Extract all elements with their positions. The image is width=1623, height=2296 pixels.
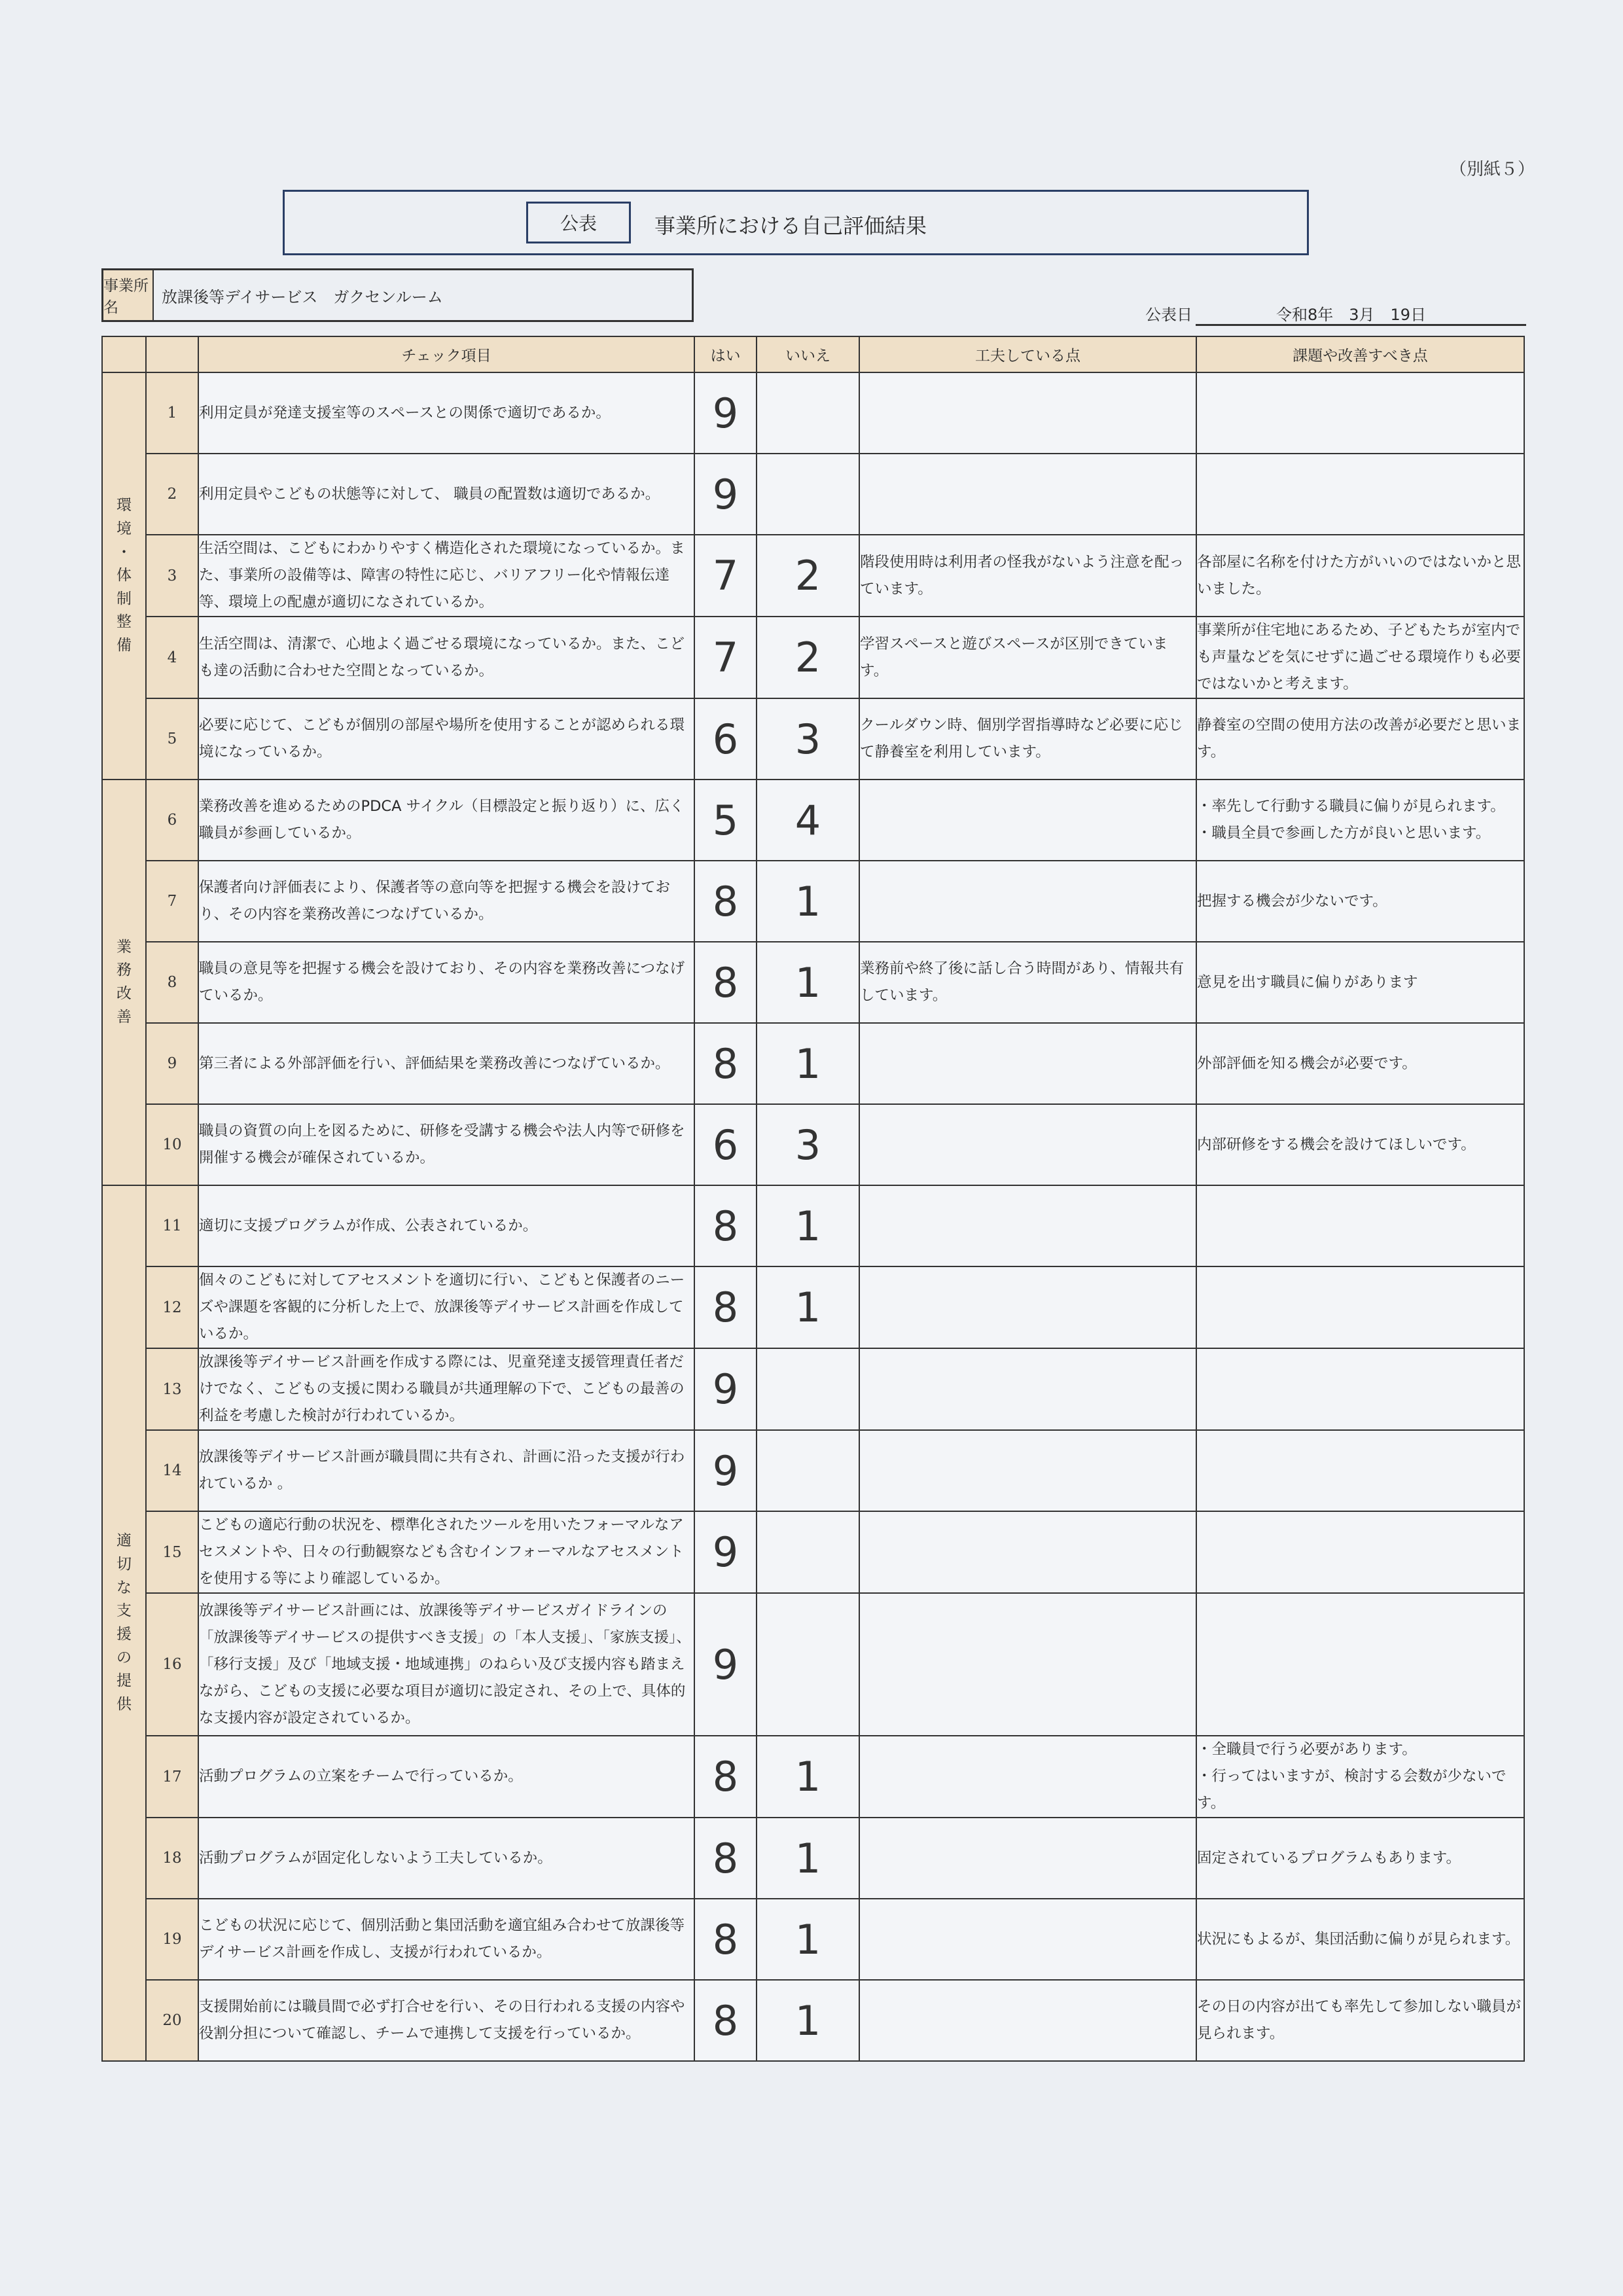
efforts-text bbox=[859, 1980, 1196, 2061]
category-cell bbox=[102, 780, 146, 1185]
efforts-text bbox=[859, 1818, 1196, 1899]
category-char: 切 bbox=[116, 1556, 132, 1573]
issues-text bbox=[1196, 454, 1524, 535]
table-row bbox=[102, 1736, 1524, 1818]
publication-date-underline bbox=[1196, 324, 1526, 326]
category-char: 務 bbox=[116, 961, 132, 979]
no-count: 1 bbox=[757, 1818, 859, 1899]
yes-count: 8 bbox=[694, 1023, 757, 1104]
row-number: 4 bbox=[146, 617, 198, 698]
row-number: 19 bbox=[146, 1899, 198, 1980]
header-check-item: チェック項目 bbox=[198, 336, 694, 372]
category-char: ・ bbox=[116, 543, 132, 561]
table-row bbox=[102, 535, 1524, 617]
yes-count: 8 bbox=[694, 861, 757, 942]
efforts-text: クールダウン時、個別学習指導時など必要に応じて静養室を利用しています。 bbox=[859, 698, 1196, 780]
check-item-text: 生活空間は、こどもにわかりやすく構造化された環境になっているか。また、事業所の設備等は、障害の特性に応じ、バリアフリー化や情報伝達等、環境上の配慮が適切になされているか。 bbox=[198, 535, 694, 617]
yes-count: 8 bbox=[694, 1266, 757, 1348]
check-item-text: 利用定員やこどもの状態等に対して、 職員の配置数は適切であるか。 bbox=[198, 454, 694, 535]
no-count: 3 bbox=[757, 1104, 859, 1185]
header-number bbox=[146, 336, 198, 372]
table-row bbox=[102, 372, 1524, 454]
check-item-text: 業務改善を進めるためのPDCA サイクル（目標設定と振り返り）に、広く職員が参画しているか。 bbox=[198, 780, 694, 861]
publication-badge bbox=[526, 202, 631, 243]
efforts-text bbox=[859, 1185, 1196, 1266]
category-char: 支 bbox=[116, 1602, 132, 1620]
category-char: 環 bbox=[116, 497, 132, 514]
issues-text: 状況にもよるが、集団活動に偏りが見られます。 bbox=[1196, 1899, 1524, 1980]
check-item-text: 必要に応じて、こどもが個別の部屋や場所を使用することが認められる環境になっているか。 bbox=[198, 698, 694, 780]
no-count: 1 bbox=[757, 1266, 859, 1348]
table-row bbox=[102, 1818, 1524, 1899]
efforts-text: 階段使用時は利用者の怪我がないよう注意を配っています。 bbox=[859, 535, 1196, 617]
issues-text bbox=[1196, 372, 1524, 454]
yes-count: 8 bbox=[694, 1185, 757, 1266]
yes-count: 9 bbox=[694, 454, 757, 535]
efforts-text bbox=[859, 1430, 1196, 1511]
category-char: 整 bbox=[116, 613, 132, 631]
row-number: 20 bbox=[146, 1980, 198, 2061]
yes-count: 6 bbox=[694, 1104, 757, 1185]
category-char: 適 bbox=[116, 1532, 132, 1550]
issues-text bbox=[1196, 1266, 1524, 1348]
yes-count: 7 bbox=[694, 617, 757, 698]
efforts-text bbox=[859, 1511, 1196, 1593]
efforts-text bbox=[859, 780, 1196, 861]
table-row bbox=[102, 1023, 1524, 1104]
row-number: 11 bbox=[146, 1185, 198, 1266]
header-yes: はい bbox=[694, 336, 757, 372]
yes-count: 8 bbox=[694, 1899, 757, 1980]
yes-count: 7 bbox=[694, 535, 757, 617]
issues-text: 内部研修をする機会を設けてほしいです。 bbox=[1196, 1104, 1524, 1185]
row-number: 15 bbox=[146, 1511, 198, 1593]
table-row bbox=[102, 454, 1524, 535]
header-no: いいえ bbox=[757, 336, 859, 372]
category-char: 供 bbox=[116, 1695, 132, 1713]
table-row bbox=[102, 942, 1524, 1023]
issues-text: ・率先して行動する職員に偏りが見られます。 ・職員全員で参画した方が良いと思います。 bbox=[1196, 780, 1524, 861]
publication-date-value: 令和8年 3月 19日 bbox=[1276, 306, 1427, 324]
yes-count: 9 bbox=[694, 1511, 757, 1593]
table-row bbox=[102, 617, 1524, 698]
publication-date-label: 公表日 bbox=[1145, 306, 1192, 324]
check-item-text: 生活空間は、清潔で、心地よく過ごせる環境になっているか。また、こども達の活動に合わせた空間となっているか。 bbox=[198, 617, 694, 698]
no-count: 3 bbox=[757, 698, 859, 780]
issues-text: 外部評価を知る機会が必要です。 bbox=[1196, 1023, 1524, 1104]
row-number: 10 bbox=[146, 1104, 198, 1185]
category-cell bbox=[102, 372, 146, 780]
row-number: 18 bbox=[146, 1818, 198, 1899]
table-row bbox=[102, 1593, 1524, 1736]
issues-text: 事業所が住宅地にあるため、子どもたちが室内でも声量などを気にせずに過ごせる環境作りも必要ではないかと考えます。 bbox=[1196, 617, 1524, 698]
check-item-text: 個々のこどもに対してアセスメントを適切に行い、こどもと保護者のニーズや課題を客観的に分析した上で、放課後等デイサービス計画を作成しているか。 bbox=[198, 1266, 694, 1348]
efforts-text bbox=[859, 1104, 1196, 1185]
efforts-text: 業務前や終了後に話し合う時間があり、情報共有しています。 bbox=[859, 942, 1196, 1023]
yes-count: 9 bbox=[694, 372, 757, 454]
row-number: 6 bbox=[146, 780, 198, 861]
issues-text: 静養室の空間の使用方法の改善が必要だと思います。 bbox=[1196, 698, 1524, 780]
row-number: 13 bbox=[146, 1348, 198, 1430]
category-char: 境 bbox=[116, 520, 132, 537]
publication-badge-label: 公表 bbox=[560, 213, 597, 234]
efforts-text bbox=[859, 454, 1196, 535]
row-number: 3 bbox=[146, 535, 198, 617]
issues-text: 意見を出す職員に偏りがあります bbox=[1196, 942, 1524, 1023]
no-count: 1 bbox=[757, 1899, 859, 1980]
table-row bbox=[102, 1266, 1524, 1348]
no-count: 4 bbox=[757, 780, 859, 861]
table-row bbox=[102, 1899, 1524, 1980]
issues-text bbox=[1196, 1348, 1524, 1430]
efforts-text bbox=[859, 1593, 1196, 1736]
no-count: 2 bbox=[757, 617, 859, 698]
row-number: 12 bbox=[146, 1266, 198, 1348]
yes-count: 6 bbox=[694, 698, 757, 780]
no-count: 1 bbox=[757, 1980, 859, 2061]
self-evaluation-table bbox=[101, 336, 1525, 2062]
check-item-text: 支援開始前には職員間で必ず打合せを行い、その日行われる支援の内容や役割分担について確認し、チームで連携して支援を行っているか。 bbox=[198, 1980, 694, 2061]
yes-count: 9 bbox=[694, 1430, 757, 1511]
check-item-text: 放課後等デイサービス計画には、放課後等デイサービスガイドラインの「放課後等デイサービスの提供すべき支援」の「本人支援」、「家族支援」、「移行支援」及び「地域支援・地域連携」のねらい及び支援内容も踏まえながら、こどもの支援に必要な項目が適切に設定され、その上で、具体的な支援内容が設定されているか。 bbox=[198, 1593, 694, 1736]
category-char: 制 bbox=[116, 590, 132, 607]
category-char: 善 bbox=[116, 1008, 132, 1026]
row-number: 16 bbox=[146, 1593, 198, 1736]
check-item-text: 適切に支援プログラムが作成、公表されているか。 bbox=[198, 1185, 694, 1266]
issues-text bbox=[1196, 1593, 1524, 1736]
issues-text: 固定されているプログラムもあります。 bbox=[1196, 1818, 1524, 1899]
category-char: 改 bbox=[116, 985, 132, 1002]
table-row bbox=[102, 1511, 1524, 1593]
no-count bbox=[757, 1593, 859, 1736]
row-number: 1 bbox=[146, 372, 198, 454]
table-row bbox=[102, 698, 1524, 780]
office-name-label: 事業所名 bbox=[103, 270, 154, 320]
yes-count: 8 bbox=[694, 1818, 757, 1899]
category-char: 提 bbox=[116, 1672, 132, 1690]
issues-text: 各部屋に名称を付けた方がいいのではないかと思いました。 bbox=[1196, 535, 1524, 617]
check-item-text: 放課後等デイサービス計画が職員間に共有され、計画に沿った支援が行われているか 。 bbox=[198, 1430, 694, 1511]
yes-count: 9 bbox=[694, 1348, 757, 1430]
table-row bbox=[102, 1348, 1524, 1430]
efforts-text bbox=[859, 861, 1196, 942]
header-efforts: 工夫している点 bbox=[859, 336, 1196, 372]
check-item-text: 放課後等デイサービス計画を作成する際には、児童発達支援管理責任者だけでなく、こどもの支援に関わる職員が共通理解の下で、こどもの最善の利益を考慮した検討が行われているか。 bbox=[198, 1348, 694, 1430]
row-number: 14 bbox=[146, 1430, 198, 1511]
table-row bbox=[102, 780, 1524, 861]
category-char: な bbox=[116, 1579, 132, 1596]
no-count bbox=[757, 454, 859, 535]
row-number: 7 bbox=[146, 861, 198, 942]
issues-text bbox=[1196, 1185, 1524, 1266]
yes-count: 8 bbox=[694, 1736, 757, 1818]
no-count: 1 bbox=[757, 1023, 859, 1104]
check-item-text: 活動プログラムの立案をチームで行っているか。 bbox=[198, 1736, 694, 1818]
check-item-text: 活動プログラムが固定化しないよう工夫しているか。 bbox=[198, 1818, 694, 1899]
row-number: 5 bbox=[146, 698, 198, 780]
no-count: 1 bbox=[757, 1185, 859, 1266]
efforts-text bbox=[859, 372, 1196, 454]
table-row bbox=[102, 1185, 1524, 1266]
efforts-text bbox=[859, 1266, 1196, 1348]
efforts-text bbox=[859, 1023, 1196, 1104]
category-char: 体 bbox=[116, 567, 132, 584]
efforts-text bbox=[859, 1348, 1196, 1430]
office-name-value: 放課後等デイサービス ガクセンルーム bbox=[162, 287, 443, 306]
row-number: 8 bbox=[146, 942, 198, 1023]
table-row bbox=[102, 1104, 1524, 1185]
no-count: 1 bbox=[757, 1736, 859, 1818]
issues-text: 把握する機会が少ないです。 bbox=[1196, 861, 1524, 942]
row-number: 9 bbox=[146, 1023, 198, 1104]
issues-text: ・全職員で行う必要があります。 ・行ってはいますが、検討する会数が少ないです。 bbox=[1196, 1736, 1524, 1818]
issues-text: その日の内容が出ても率先して参加しない職員が見られます。 bbox=[1196, 1980, 1524, 2061]
check-item-text: 利用定員が発達支援室等のスペースとの関係で適切であるか。 bbox=[198, 372, 694, 454]
issues-text bbox=[1196, 1511, 1524, 1593]
table-row bbox=[102, 1980, 1524, 2061]
yes-count: 8 bbox=[694, 942, 757, 1023]
yes-count: 8 bbox=[694, 1980, 757, 2061]
header-issues: 課題や改善すべき点 bbox=[1196, 336, 1524, 372]
no-count: 2 bbox=[757, 535, 859, 617]
no-count bbox=[757, 1430, 859, 1511]
no-count bbox=[757, 1511, 859, 1593]
check-item-text: こどもの適応行動の状況を、標準化されたツールを用いたフォーマルなアセスメントや、日々の行動観察なども含むインフォーマルなアセスメントを使用する等により確認しているか。 bbox=[198, 1511, 694, 1593]
category-char: 援 bbox=[116, 1626, 132, 1643]
check-item-text: 職員の意見等を把握する機会を設けており、その内容を業務改善につなげているか。 bbox=[198, 942, 694, 1023]
category-char: の bbox=[116, 1649, 132, 1666]
category-cell bbox=[102, 1185, 146, 2061]
category-char: 備 bbox=[116, 637, 132, 655]
yes-count: 5 bbox=[694, 780, 757, 861]
no-count bbox=[757, 1348, 859, 1430]
header-category bbox=[102, 336, 146, 372]
check-item-text: こどもの状況に応じて、個別活動と集団活動を適宜組み合わせて放課後等デイサービス計画を作成し、支援が行われているか。 bbox=[198, 1899, 694, 1980]
office-name-field bbox=[101, 268, 694, 322]
no-count: 1 bbox=[757, 861, 859, 942]
page-title: 事業所における自己評価結果 bbox=[654, 213, 927, 238]
efforts-text: 学習スペースと遊びスペースが区別できています。 bbox=[859, 617, 1196, 698]
appendix-label: （別紙５） bbox=[1450, 160, 1535, 179]
no-count bbox=[757, 372, 859, 454]
check-item-text: 職員の資質の向上を図るために、研修を受講する機会や法人内等で研修を開催する機会が確保されているか。 bbox=[198, 1104, 694, 1185]
table-row bbox=[102, 861, 1524, 942]
issues-text bbox=[1196, 1430, 1524, 1511]
row-number: 17 bbox=[146, 1736, 198, 1818]
yes-count: 9 bbox=[694, 1593, 757, 1736]
no-count: 1 bbox=[757, 942, 859, 1023]
check-item-text: 保護者向け評価表により、保護者等の意向等を把握する機会を設けており、その内容を業務改善につなげているか。 bbox=[198, 861, 694, 942]
check-item-text: 第三者による外部評価を行い、評価結果を業務改善につなげているか。 bbox=[198, 1023, 694, 1104]
category-char: 業 bbox=[116, 938, 132, 956]
efforts-text bbox=[859, 1899, 1196, 1980]
table-header-row bbox=[102, 336, 1524, 372]
efforts-text bbox=[859, 1736, 1196, 1818]
table-row bbox=[102, 1430, 1524, 1511]
row-number: 2 bbox=[146, 454, 198, 535]
